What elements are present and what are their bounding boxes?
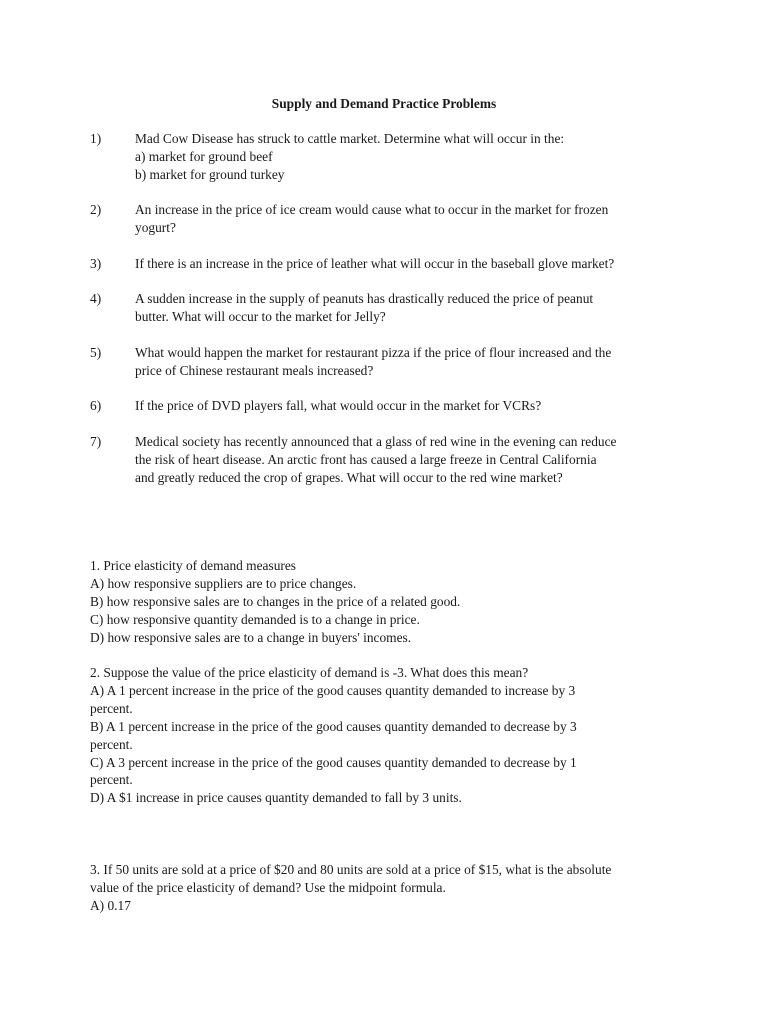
question-body xyxy=(135,433,690,487)
mc-line: 2. Suppose the value of the price elasticity of demand is -3. What does this mean? xyxy=(90,665,529,680)
question-number: 3) xyxy=(90,256,102,271)
question-body xyxy=(135,201,690,237)
mc-line: B) A 1 percent increase in the price of the good causes quantity demanded to decrease by 3 xyxy=(90,718,577,734)
mc-line: A) how responsive suppliers are to price changes. xyxy=(90,575,357,591)
question-number: 7) xyxy=(90,434,102,449)
question-number: 6) xyxy=(90,398,102,413)
mc-line: 3. If 50 units are sold at a price of $20 and 80 units are sold at a price of $15, what is the absolute xyxy=(90,862,612,877)
question-line: A sudden increase in the supply of peanuts has drastically reduced the price of peanut xyxy=(135,291,594,306)
mc-line: D) how responsive sales are to a change in buyers' incomes. xyxy=(90,629,412,645)
question-number: 5) xyxy=(90,345,102,360)
question-line: If the price of DVD players fall, what would occur in the market for VCRs? xyxy=(135,398,542,413)
question-number: 4) xyxy=(90,291,102,306)
question-number: 2) xyxy=(90,202,102,217)
page-title: Supply and Demand Practice Problems xyxy=(271,96,497,111)
question-body xyxy=(135,397,690,415)
question-line: price of Chinese restaurant meals increased? xyxy=(135,362,374,378)
mc-line: percent. xyxy=(90,772,133,788)
question-line: If there is an increase in the price of leather what will occur in the baseball glove market? xyxy=(135,256,615,271)
question-body xyxy=(135,344,690,380)
mc-question-1 xyxy=(90,557,690,647)
mc-line: D) A $1 increase in price causes quantity demanded to fall by 3 units. xyxy=(90,790,462,806)
mc-line: C) how responsive quantity demanded is to a change in price. xyxy=(90,611,420,627)
question-line: Mad Cow Disease has struck to cattle market. Determine what will occur in the: xyxy=(135,131,565,146)
mc-line: B) how responsive sales are to changes in the price of a related good. xyxy=(90,593,461,609)
question-body xyxy=(135,255,690,273)
question-line: butter. What will occur to the market for Jelly? xyxy=(135,308,386,324)
mc-line: 1. Price elasticity of demand measures xyxy=(90,558,296,573)
mc-line: A) A 1 percent increase in the price of the good causes quantity demanded to increase by 3 xyxy=(90,682,576,698)
mc-line: A) 0.17 xyxy=(90,897,131,913)
mc-question-2 xyxy=(90,664,690,807)
question-line: and greatly reduced the crop of grapes. What will occur to the red wine market? xyxy=(135,469,563,485)
question-number: 1) xyxy=(90,131,102,146)
question-line: the risk of heart disease. An arctic front has caused a large freeze in Central California xyxy=(135,451,597,467)
mc-line: C) A 3 percent increase in the price of the good causes quantity demanded to decrease by 1 xyxy=(90,754,577,770)
mc-line: percent. xyxy=(90,700,133,716)
question-line: What would happen the market for restaurant pizza if the price of flour increased and the xyxy=(135,345,612,360)
mc-line: percent. xyxy=(90,736,133,752)
mc-question-3 xyxy=(90,861,690,915)
question-line: a) market for ground beef xyxy=(135,148,273,164)
mc-line: value of the price elasticity of demand? Use the midpoint formula. xyxy=(90,879,446,895)
question-line: yogurt? xyxy=(135,219,176,235)
question-line: b) market for ground turkey xyxy=(135,166,285,182)
question-body xyxy=(135,290,690,326)
question-line: An increase in the price of ice cream would cause what to occur in the market for frozen xyxy=(135,202,609,217)
question-body xyxy=(135,130,690,184)
question-line: Medical society has recently announced that a glass of red wine in the evening can reduce xyxy=(135,434,617,449)
